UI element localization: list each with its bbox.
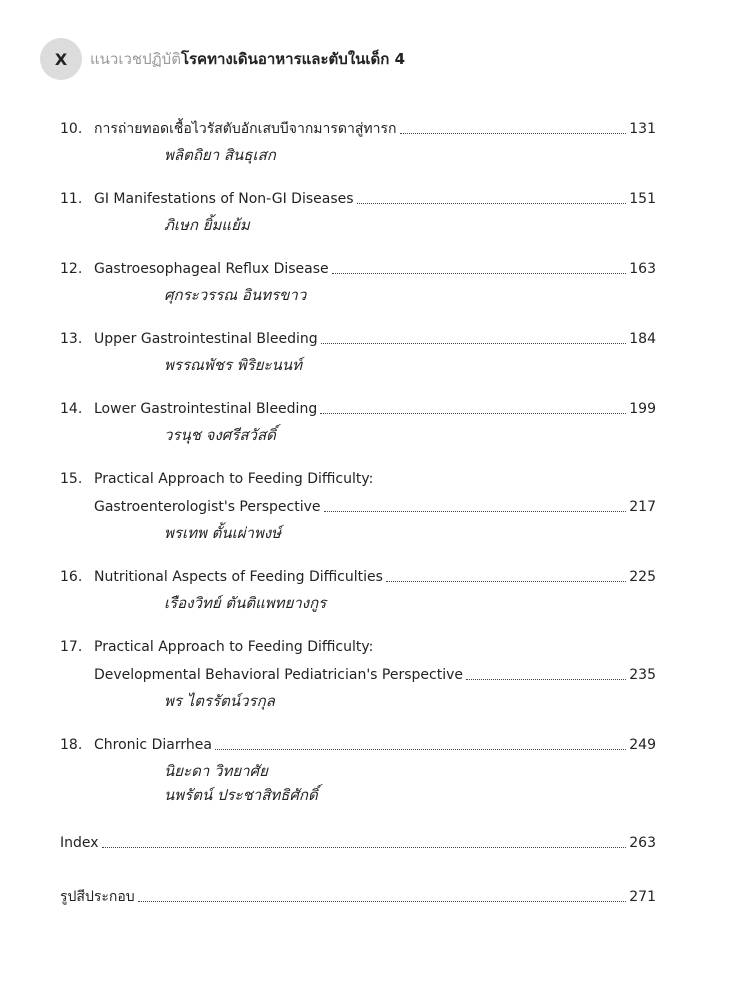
page-number: 225 — [629, 569, 656, 585]
dot-leader — [332, 273, 627, 274]
dot-leader — [320, 413, 626, 414]
chapter-author: พรรณพัชร พิริยะนนท์ — [164, 356, 302, 374]
chapter-number: 18. — [60, 737, 83, 753]
page-number: 217 — [629, 499, 656, 515]
page-number: 249 — [629, 737, 656, 753]
chapter-number: 17. — [60, 639, 83, 655]
toc-line — [60, 398, 656, 420]
toc-line — [60, 328, 656, 350]
chapter-title[interactable]: Upper Gastrointestinal Bleeding — [94, 331, 318, 347]
chapter-title[interactable]: GI Manifestations of Non-GI Diseases — [94, 191, 354, 207]
toc-line — [60, 832, 656, 854]
toc-entry[interactable] — [60, 118, 656, 167]
dot-leader — [386, 581, 626, 582]
dot-leader — [321, 343, 627, 344]
chapter-number: 14. — [60, 401, 83, 417]
toc-entry[interactable] — [60, 188, 656, 237]
page-number: 199 — [629, 401, 656, 417]
toc-line — [60, 886, 656, 908]
book-title — [90, 47, 405, 71]
dot-leader — [102, 847, 627, 848]
chapter-author: นิยะดา วิทยาศัย — [164, 762, 268, 780]
toc-line — [60, 258, 656, 280]
toc-entry[interactable] — [60, 258, 656, 307]
dot-leader — [324, 511, 627, 512]
chapter-number: 16. — [60, 569, 83, 585]
chapter-title[interactable]: Nutritional Aspects of Feeding Difficulties — [94, 569, 383, 585]
chapter-title[interactable]: การถ่ายทอดเชื้อไวรัสตับอักเสบบีจากมารดาสู่ทารก — [94, 121, 397, 137]
chapter-title[interactable]: Practical Approach to Feeding Difficulty: — [94, 471, 374, 487]
toc-entry[interactable] — [60, 328, 656, 377]
chapter-author: นพรัตน์ ประชาสิทธิศักดิ์ — [164, 786, 318, 804]
chapter-title[interactable]: Gastroesophageal Reflux Disease — [94, 261, 329, 277]
dot-leader — [138, 901, 627, 902]
section-title[interactable]: Index — [60, 835, 99, 851]
chapter-author: วรนุช จงศรีสวัสดิ์ — [164, 426, 276, 444]
series-name: แนวเวชปฏิบัติ — [90, 50, 181, 68]
index-entry[interactable] — [60, 832, 656, 854]
page-number: 184 — [629, 331, 656, 347]
page-number-badge — [40, 38, 82, 80]
page-number: 131 — [629, 121, 656, 137]
chapter-number: 13. — [60, 331, 83, 347]
toc-line — [60, 188, 656, 210]
chapter-author: พลิตถิยา สินธุเสก — [164, 146, 276, 164]
chapter-author: ศุกระวรรณ อินทรขาว — [164, 286, 307, 304]
toc-line — [60, 496, 656, 518]
page-number: 271 — [629, 889, 656, 905]
section-title[interactable]: รูปสีประกอบ — [60, 889, 135, 905]
chapter-number: 10. — [60, 121, 83, 137]
page-number: 163 — [629, 261, 656, 277]
dot-leader — [400, 133, 627, 134]
toc-entry[interactable] — [60, 468, 656, 545]
chapter-number: 12. — [60, 261, 83, 277]
toc-entry[interactable] — [60, 566, 656, 615]
chapter-title[interactable]: Chronic Diarrhea — [94, 737, 212, 753]
chapter-title[interactable]: Lower Gastrointestinal Bleeding — [94, 401, 318, 417]
toc-line — [60, 118, 656, 140]
chapter-author: พรเทพ ตั้นเผ่าพงษ์ — [164, 524, 282, 542]
dot-leader — [357, 203, 627, 204]
chapter-title[interactable]: Gastroenterologist's Perspective — [94, 499, 321, 515]
chapter-number: 11. — [60, 191, 83, 207]
running-header — [40, 38, 405, 80]
toc-entry[interactable] — [60, 734, 656, 807]
page-number: 151 — [629, 191, 656, 207]
dot-leader — [215, 749, 626, 750]
page-mark: X — [54, 49, 68, 69]
toc-line — [60, 468, 656, 490]
chapter-author: ภิเษก ยิ้มแย้ม — [164, 216, 250, 234]
page-number: 235 — [629, 667, 656, 683]
color-plates-entry[interactable] — [60, 886, 656, 908]
dot-leader — [466, 679, 626, 680]
toc-entry[interactable] — [60, 636, 656, 713]
toc-line — [60, 636, 656, 658]
chapter-author: เรืองวิทย์ ตันติแพทยางกูร — [164, 594, 327, 612]
page-number: 263 — [629, 835, 656, 851]
toc-entry[interactable] — [60, 398, 656, 447]
book-subtitle: โรคทางเดินอาหารและตับในเด็ก 4 — [180, 50, 406, 68]
toc-line — [60, 664, 656, 686]
toc-line — [60, 734, 656, 756]
toc-line — [60, 566, 656, 588]
chapter-number: 15. — [60, 471, 83, 487]
chapter-title[interactable]: Developmental Behavioral Pediatrician's Perspective — [94, 667, 464, 683]
chapter-author: พร ไตรรัตน์วรกุล — [164, 692, 275, 710]
chapter-title[interactable]: Practical Approach to Feeding Difficulty: — [94, 639, 374, 655]
